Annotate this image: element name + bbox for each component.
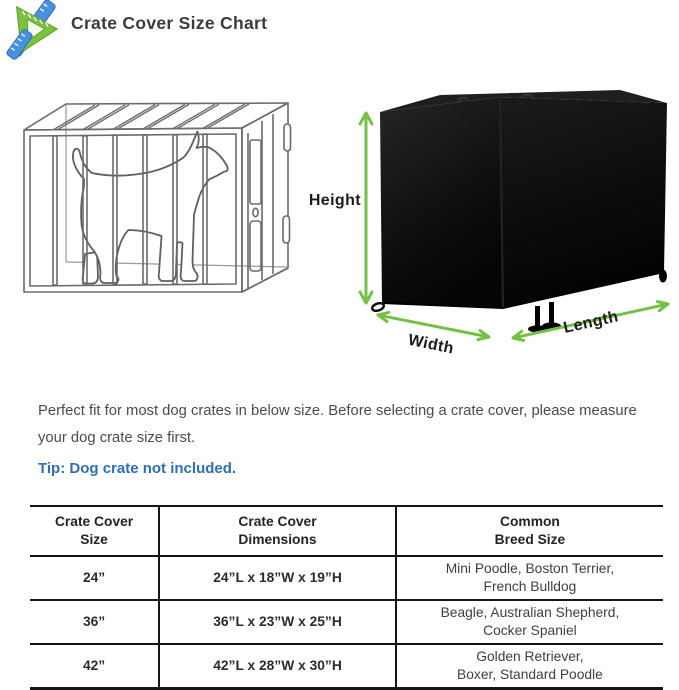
table-row xyxy=(30,556,663,600)
dimensions-cell: 36”L x 23”W x 25”H xyxy=(159,600,396,644)
height-arrow xyxy=(360,113,372,303)
size-cell: 42” xyxy=(82,658,106,674)
breed-cell: Mini Poodle, Boston Terrier, French Bulldog xyxy=(396,556,663,600)
cover-body xyxy=(371,90,667,333)
size-cell: 24” xyxy=(82,570,106,586)
height-label: Height xyxy=(308,192,361,209)
dimensions-cell: 42”L x 28”W x 30”H xyxy=(159,644,396,689)
crate-cover-image xyxy=(305,85,679,365)
dog-outline xyxy=(73,132,228,284)
length-label: Length xyxy=(561,308,621,337)
dog-crate-illustration xyxy=(0,0,320,330)
col-header-size: Crate Cover Size xyxy=(54,514,134,547)
breed-cell: Golden Retriever, Boxer, Standard Poodle xyxy=(396,644,663,689)
description-text xyxy=(38,398,653,452)
col-header-dimensions: Crate Cover Dimensions xyxy=(159,506,396,556)
crate-top-bars xyxy=(53,104,249,130)
dimensions-cell: 24”L x 18”W x 19”H xyxy=(159,556,396,600)
description-line-1: Perfect fit for most dog crates in below size. Before selecting a crate cover, please measure xyxy=(38,403,637,419)
size-cell: 36” xyxy=(82,614,106,630)
table-row xyxy=(30,600,663,644)
width-label: Width xyxy=(406,331,456,358)
table-header-row xyxy=(30,506,663,556)
page-title: Crate Cover Size Chart xyxy=(71,13,268,33)
table-row xyxy=(30,644,663,689)
col-header-breed: Common Breed Size xyxy=(396,506,663,556)
tip-text: Tip: Dog crate not included. xyxy=(38,460,237,477)
description-line-2: your dog crate size first. xyxy=(38,430,196,446)
size-table xyxy=(30,505,663,690)
breed-cell: Beagle, Australian Shepherd, Cocker Spaniel xyxy=(396,600,663,644)
crate-door xyxy=(248,114,291,288)
